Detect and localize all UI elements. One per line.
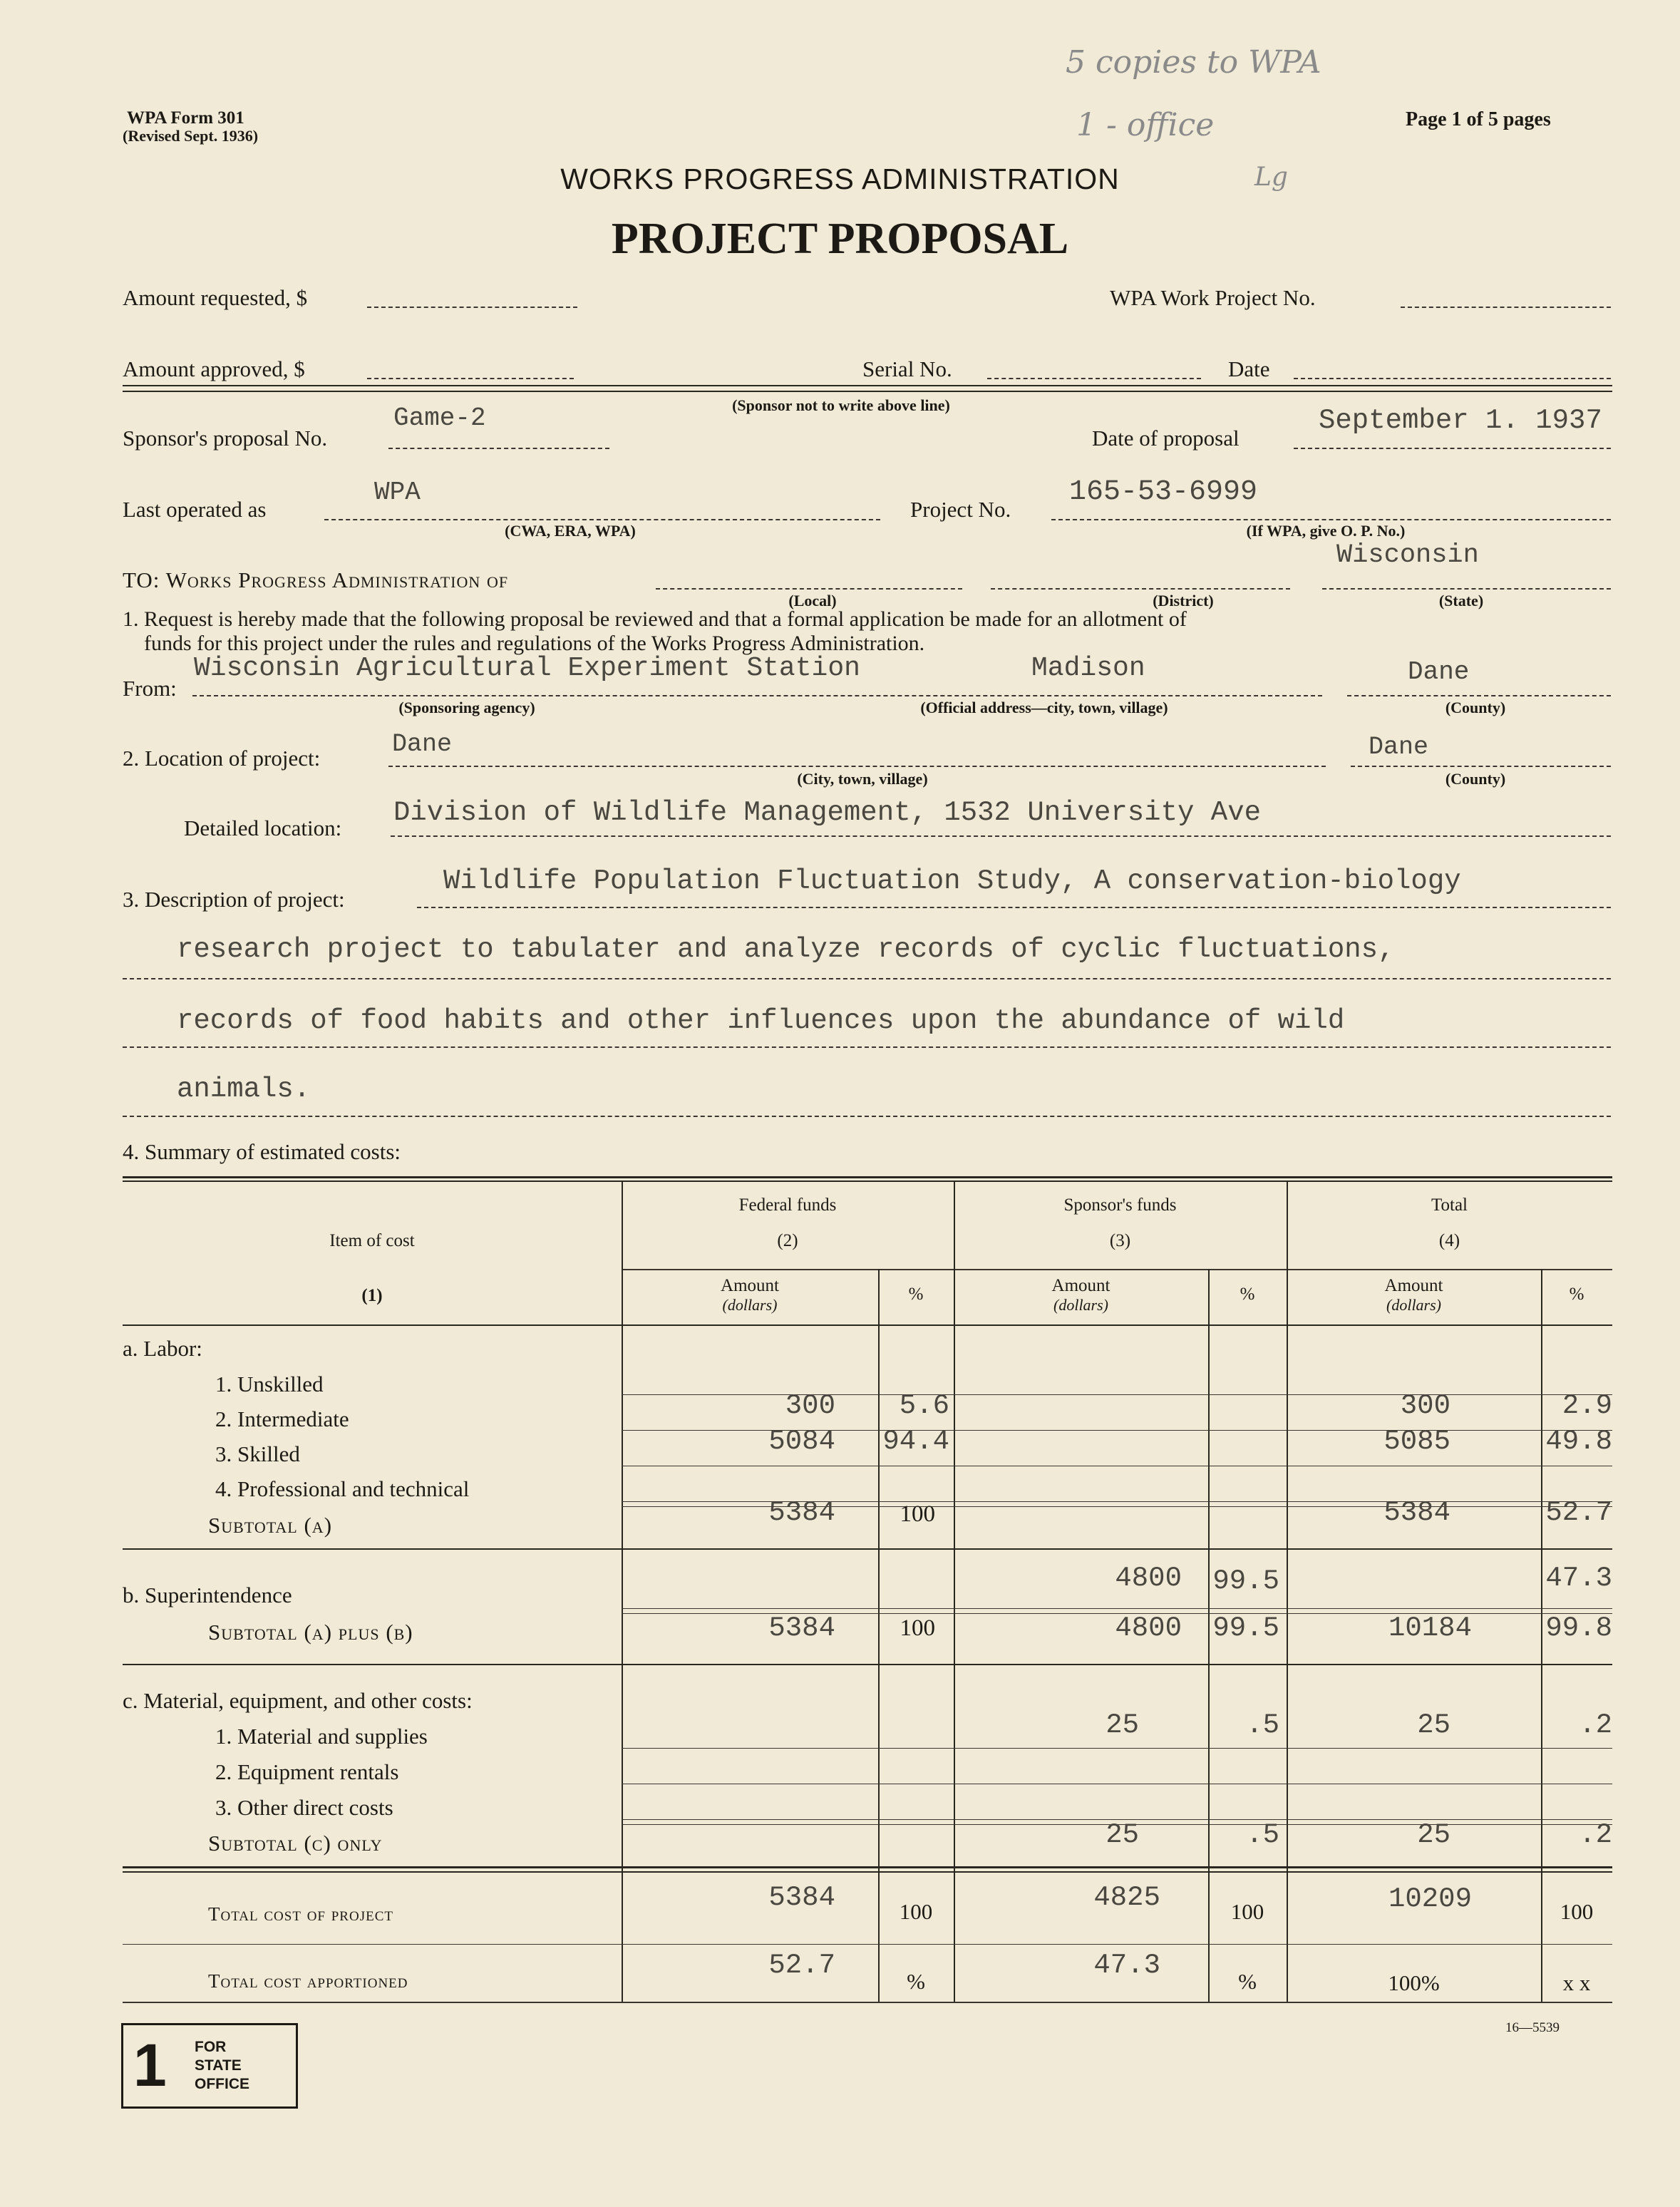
official-address-value: Madison bbox=[1031, 653, 1145, 684]
local-field[interactable] bbox=[656, 588, 962, 590]
sponsors-proposal-field[interactable] bbox=[388, 448, 609, 449]
date-field[interactable] bbox=[1294, 378, 1611, 379]
federal-pct: % bbox=[907, 1969, 925, 1994]
row-label: b. Superintendence bbox=[123, 1583, 292, 1607]
sponsor-amount-header: Amount bbox=[1051, 1276, 1110, 1295]
federal-amount: 5384 bbox=[768, 1612, 835, 1644]
row-rule bbox=[123, 1944, 1612, 1945]
federal-amount: 5084 bbox=[768, 1426, 835, 1457]
divider bbox=[123, 385, 1612, 386]
row-label: 1. Unskilled bbox=[215, 1372, 324, 1396]
col-federal-number: (2) bbox=[777, 1231, 798, 1250]
to-wpa-label: TO: Works Progress Administration of bbox=[123, 567, 509, 592]
federal-pct: 100 bbox=[900, 1501, 935, 1527]
location-county-field[interactable] bbox=[1351, 766, 1611, 767]
col-federal-header: Federal funds bbox=[738, 1195, 837, 1215]
project-no-hint: (If WPA, give O. P. No.) bbox=[1246, 522, 1406, 540]
federal-pct: 5.6 bbox=[899, 1390, 949, 1421]
state-office-box-number: 1 bbox=[133, 2032, 167, 2099]
total-pct: 100 bbox=[1560, 1899, 1594, 1924]
agency-heading: WORKS PROGRESS ADMINISTRATION bbox=[560, 163, 1120, 195]
total-pct: 99.8 bbox=[1545, 1612, 1612, 1644]
section1-text-line2: funds for this project under the rules and regulations of the Works Progress Administration. bbox=[144, 632, 925, 655]
state-hint: (State) bbox=[1438, 592, 1484, 609]
header-bottom-rule bbox=[123, 1324, 1612, 1326]
total-amount: 25 bbox=[1417, 1819, 1450, 1851]
serial-field[interactable] bbox=[987, 378, 1201, 379]
state-office-box bbox=[121, 2023, 298, 2109]
sponsoring-agency-hint: (Sponsoring agency) bbox=[398, 699, 535, 716]
sponsors-proposal-label: Sponsor's proposal No. bbox=[123, 426, 328, 451]
federal-pct: 100 bbox=[900, 1615, 935, 1641]
sponsor-pct: 99.5 bbox=[1212, 1565, 1279, 1597]
sponsor-dollars-header: (dollars) bbox=[1053, 1296, 1108, 1314]
date-label: Date bbox=[1228, 356, 1270, 381]
row-label: Total cost apportioned bbox=[208, 1970, 408, 1992]
section1-text-line1: 1. Request is hereby made that the following proposal be reviewed and that a formal application be made for an allotment of bbox=[123, 607, 1187, 631]
total-rule bbox=[123, 1866, 1612, 1868]
district-field[interactable] bbox=[991, 588, 1290, 590]
total-pct: 49.8 bbox=[1545, 1426, 1612, 1457]
sponsor-amount: 4800 bbox=[1115, 1563, 1182, 1594]
detailed-location-label: Detailed location: bbox=[184, 816, 342, 840]
total-amount: 100% bbox=[1388, 1970, 1440, 1995]
last-operated-field[interactable] bbox=[324, 519, 880, 520]
from-county-hint: (County) bbox=[1445, 699, 1506, 716]
state-field[interactable] bbox=[1322, 588, 1611, 590]
sponsor-pct: .5 bbox=[1246, 1819, 1279, 1851]
local-hint: (Local) bbox=[788, 592, 837, 609]
total-amount: 10209 bbox=[1388, 1883, 1472, 1915]
row-label: 4. Professional and technical bbox=[215, 1476, 470, 1501]
handwritten-note-2: 1 - office bbox=[1076, 107, 1215, 143]
table-top-rule bbox=[123, 1180, 1612, 1182]
divider bbox=[123, 391, 1612, 392]
total-pct: .2 bbox=[1579, 1819, 1612, 1851]
amount-approved-field[interactable] bbox=[367, 378, 574, 379]
total-pct: 52.7 bbox=[1545, 1497, 1612, 1528]
col-item-header: Item of cost bbox=[329, 1231, 415, 1250]
location-city-value: Dane bbox=[392, 730, 453, 758]
row-label: 2. Intermediate bbox=[215, 1406, 349, 1431]
subheader-rule bbox=[622, 1269, 1612, 1270]
date-of-proposal-field[interactable] bbox=[1294, 448, 1611, 449]
federal-pct: 100 bbox=[899, 1899, 933, 1924]
from-county-field[interactable] bbox=[1347, 695, 1611, 696]
federal-dollars-header: (dollars) bbox=[722, 1296, 778, 1314]
state-office-box-line1: FOR bbox=[195, 2039, 227, 2055]
total-pct: 2.9 bbox=[1562, 1390, 1612, 1421]
description-label: 3. Description of project: bbox=[123, 887, 345, 912]
total-amount: 5085 bbox=[1383, 1426, 1450, 1457]
page-indicator: Page 1 of 5 pages bbox=[1406, 108, 1551, 130]
row-rule bbox=[622, 1748, 1612, 1749]
state-office-box-line3: OFFICE bbox=[195, 2076, 249, 2092]
location-label: 2. Location of project: bbox=[123, 746, 321, 771]
total-rule bbox=[123, 1871, 1612, 1873]
project-no-label: Project No. bbox=[910, 497, 1011, 522]
sponsor-pct: 100 bbox=[1230, 1899, 1264, 1924]
wpa-work-project-label: WPA Work Project No. bbox=[1110, 285, 1316, 310]
total-pct: 47.3 bbox=[1545, 1563, 1612, 1594]
total-pct: x x bbox=[1562, 1970, 1591, 1995]
total-pct-header: % bbox=[1569, 1285, 1584, 1304]
col-sponsor-number: (3) bbox=[1109, 1231, 1131, 1250]
col-sponsor-header: Sponsor's funds bbox=[1063, 1195, 1177, 1215]
section-rule bbox=[123, 1548, 1612, 1550]
from-county-value: Dane bbox=[1408, 657, 1470, 686]
federal-amount: 52.7 bbox=[768, 1950, 835, 1981]
row-label: Subtotal (c) only bbox=[208, 1831, 383, 1856]
page-title: PROJECT PROPOSAL bbox=[611, 215, 1069, 263]
sponsor-amount: 4825 bbox=[1093, 1882, 1160, 1913]
location-city-field[interactable] bbox=[388, 766, 1326, 767]
col-item-number: (1) bbox=[361, 1286, 383, 1305]
sponsor-amount: 4800 bbox=[1115, 1612, 1182, 1644]
amount-requested-field[interactable] bbox=[367, 307, 577, 308]
section-rule bbox=[123, 1664, 1612, 1665]
description-line-2[interactable] bbox=[123, 978, 1611, 979]
table-bottom-rule bbox=[123, 2002, 1612, 2003]
total-amount-header: Amount bbox=[1384, 1276, 1443, 1295]
sponsor-pct: % bbox=[1238, 1969, 1257, 1994]
sponsors-proposal-value: Game-2 bbox=[393, 403, 486, 433]
project-no-value: 165-53-6999 bbox=[1069, 476, 1258, 508]
row-rule bbox=[622, 1608, 1612, 1609]
location-county-value: Dane bbox=[1369, 733, 1429, 761]
last-operated-hint: (CWA, ERA, WPA) bbox=[505, 522, 636, 540]
row-label: Subtotal (a) bbox=[208, 1513, 333, 1538]
cost-summary-label: 4. Summary of estimated costs: bbox=[123, 1139, 401, 1164]
date-of-proposal-value: September 1. 1937 bbox=[1319, 405, 1602, 436]
sponsor-note: (Sponsor not to write above line) bbox=[732, 396, 950, 414]
description-line-4[interactable] bbox=[123, 1116, 1611, 1117]
federal-pct-header: % bbox=[908, 1285, 924, 1304]
federal-amount: 5384 bbox=[768, 1882, 835, 1913]
federal-amount-header: Amount bbox=[721, 1276, 779, 1295]
location-county-hint: (County) bbox=[1445, 770, 1506, 788]
description-value-line2: research project to tabulater and analyze records of cyclic fluctuations, bbox=[177, 934, 1395, 965]
detailed-location-field[interactable] bbox=[391, 835, 1611, 837]
state-value: Wisconsin bbox=[1336, 540, 1479, 570]
row-label: 3. Skilled bbox=[215, 1441, 300, 1466]
col-total-number: (4) bbox=[1438, 1231, 1460, 1250]
sponsor-amount: 25 bbox=[1106, 1819, 1139, 1851]
total-pct: .2 bbox=[1579, 1709, 1612, 1741]
row-label: 3. Other direct costs bbox=[215, 1795, 393, 1820]
description-value-line3: records of food habits and other influences upon the abundance of wild bbox=[177, 1005, 1345, 1036]
state-office-box-line2: STATE bbox=[195, 2057, 242, 2074]
handwritten-note-3: Lg bbox=[1254, 163, 1288, 192]
from-label: From: bbox=[123, 676, 177, 701]
form-number: WPA Form 301 bbox=[127, 108, 244, 128]
official-address-hint: (Official address—city, town, village) bbox=[920, 699, 1168, 716]
amount-requested-label: Amount requested, $ bbox=[123, 285, 308, 310]
federal-pct: 94.4 bbox=[882, 1426, 949, 1457]
row-label: Total cost of project bbox=[208, 1903, 393, 1925]
serial-label: Serial No. bbox=[862, 356, 952, 381]
sponsor-amount: 25 bbox=[1106, 1709, 1139, 1741]
form-revision: (Revised Sept. 1936) bbox=[123, 127, 259, 145]
sponsor-pct: 99.5 bbox=[1212, 1612, 1279, 1644]
description-line-3[interactable] bbox=[123, 1046, 1611, 1048]
handwritten-note-1: 5 copies to WPA bbox=[1066, 44, 1321, 81]
sponsor-pct: .5 bbox=[1246, 1709, 1279, 1741]
form-code: 16—5539 bbox=[1505, 2020, 1560, 2035]
project-no-field[interactable] bbox=[1051, 519, 1611, 520]
total-amount: 25 bbox=[1417, 1709, 1450, 1741]
date-of-proposal-label: Date of proposal bbox=[1092, 426, 1240, 451]
labor-heading: a. Labor: bbox=[123, 1336, 202, 1361]
total-dollars-header: (dollars) bbox=[1386, 1296, 1441, 1314]
sponsor-pct-header: % bbox=[1240, 1285, 1255, 1304]
federal-amount: 300 bbox=[785, 1390, 835, 1421]
table-top-rule bbox=[123, 1176, 1612, 1178]
location-city-hint: (City, town, village) bbox=[797, 770, 928, 788]
description-line-1[interactable] bbox=[417, 907, 1611, 908]
row-label: 2. Equipment rentals bbox=[215, 1759, 399, 1784]
wpa-work-project-field[interactable] bbox=[1401, 307, 1611, 308]
detailed-location-value: Division of Wildlife Management, 1532 University Ave bbox=[393, 797, 1261, 828]
col-total-header: Total bbox=[1431, 1195, 1468, 1215]
description-value-line1: Wildlife Population Fluctuation Study, A conservation-biology bbox=[443, 865, 1461, 897]
row-label: Subtotal (a) plus (b) bbox=[208, 1620, 413, 1645]
total-amount: 300 bbox=[1400, 1390, 1450, 1421]
sponsor-amount: 47.3 bbox=[1093, 1950, 1160, 1981]
total-amount: 10184 bbox=[1388, 1612, 1472, 1644]
description-value-line4: animals. bbox=[177, 1074, 311, 1105]
district-hint: (District) bbox=[1153, 592, 1214, 609]
sponsoring-agency-value: Wisconsin Agricultural Experiment Station bbox=[194, 653, 860, 684]
row-label: 1. Material and supplies bbox=[215, 1724, 428, 1749]
from-field[interactable] bbox=[192, 695, 1322, 696]
last-operated-label: Last operated as bbox=[123, 497, 267, 522]
amount-approved-label: Amount approved, $ bbox=[123, 356, 305, 381]
total-amount: 5384 bbox=[1383, 1497, 1450, 1528]
material-heading: c. Material, equipment, and other costs: bbox=[123, 1688, 473, 1713]
federal-amount: 5384 bbox=[768, 1497, 835, 1528]
last-operated-value: WPA bbox=[374, 478, 421, 507]
